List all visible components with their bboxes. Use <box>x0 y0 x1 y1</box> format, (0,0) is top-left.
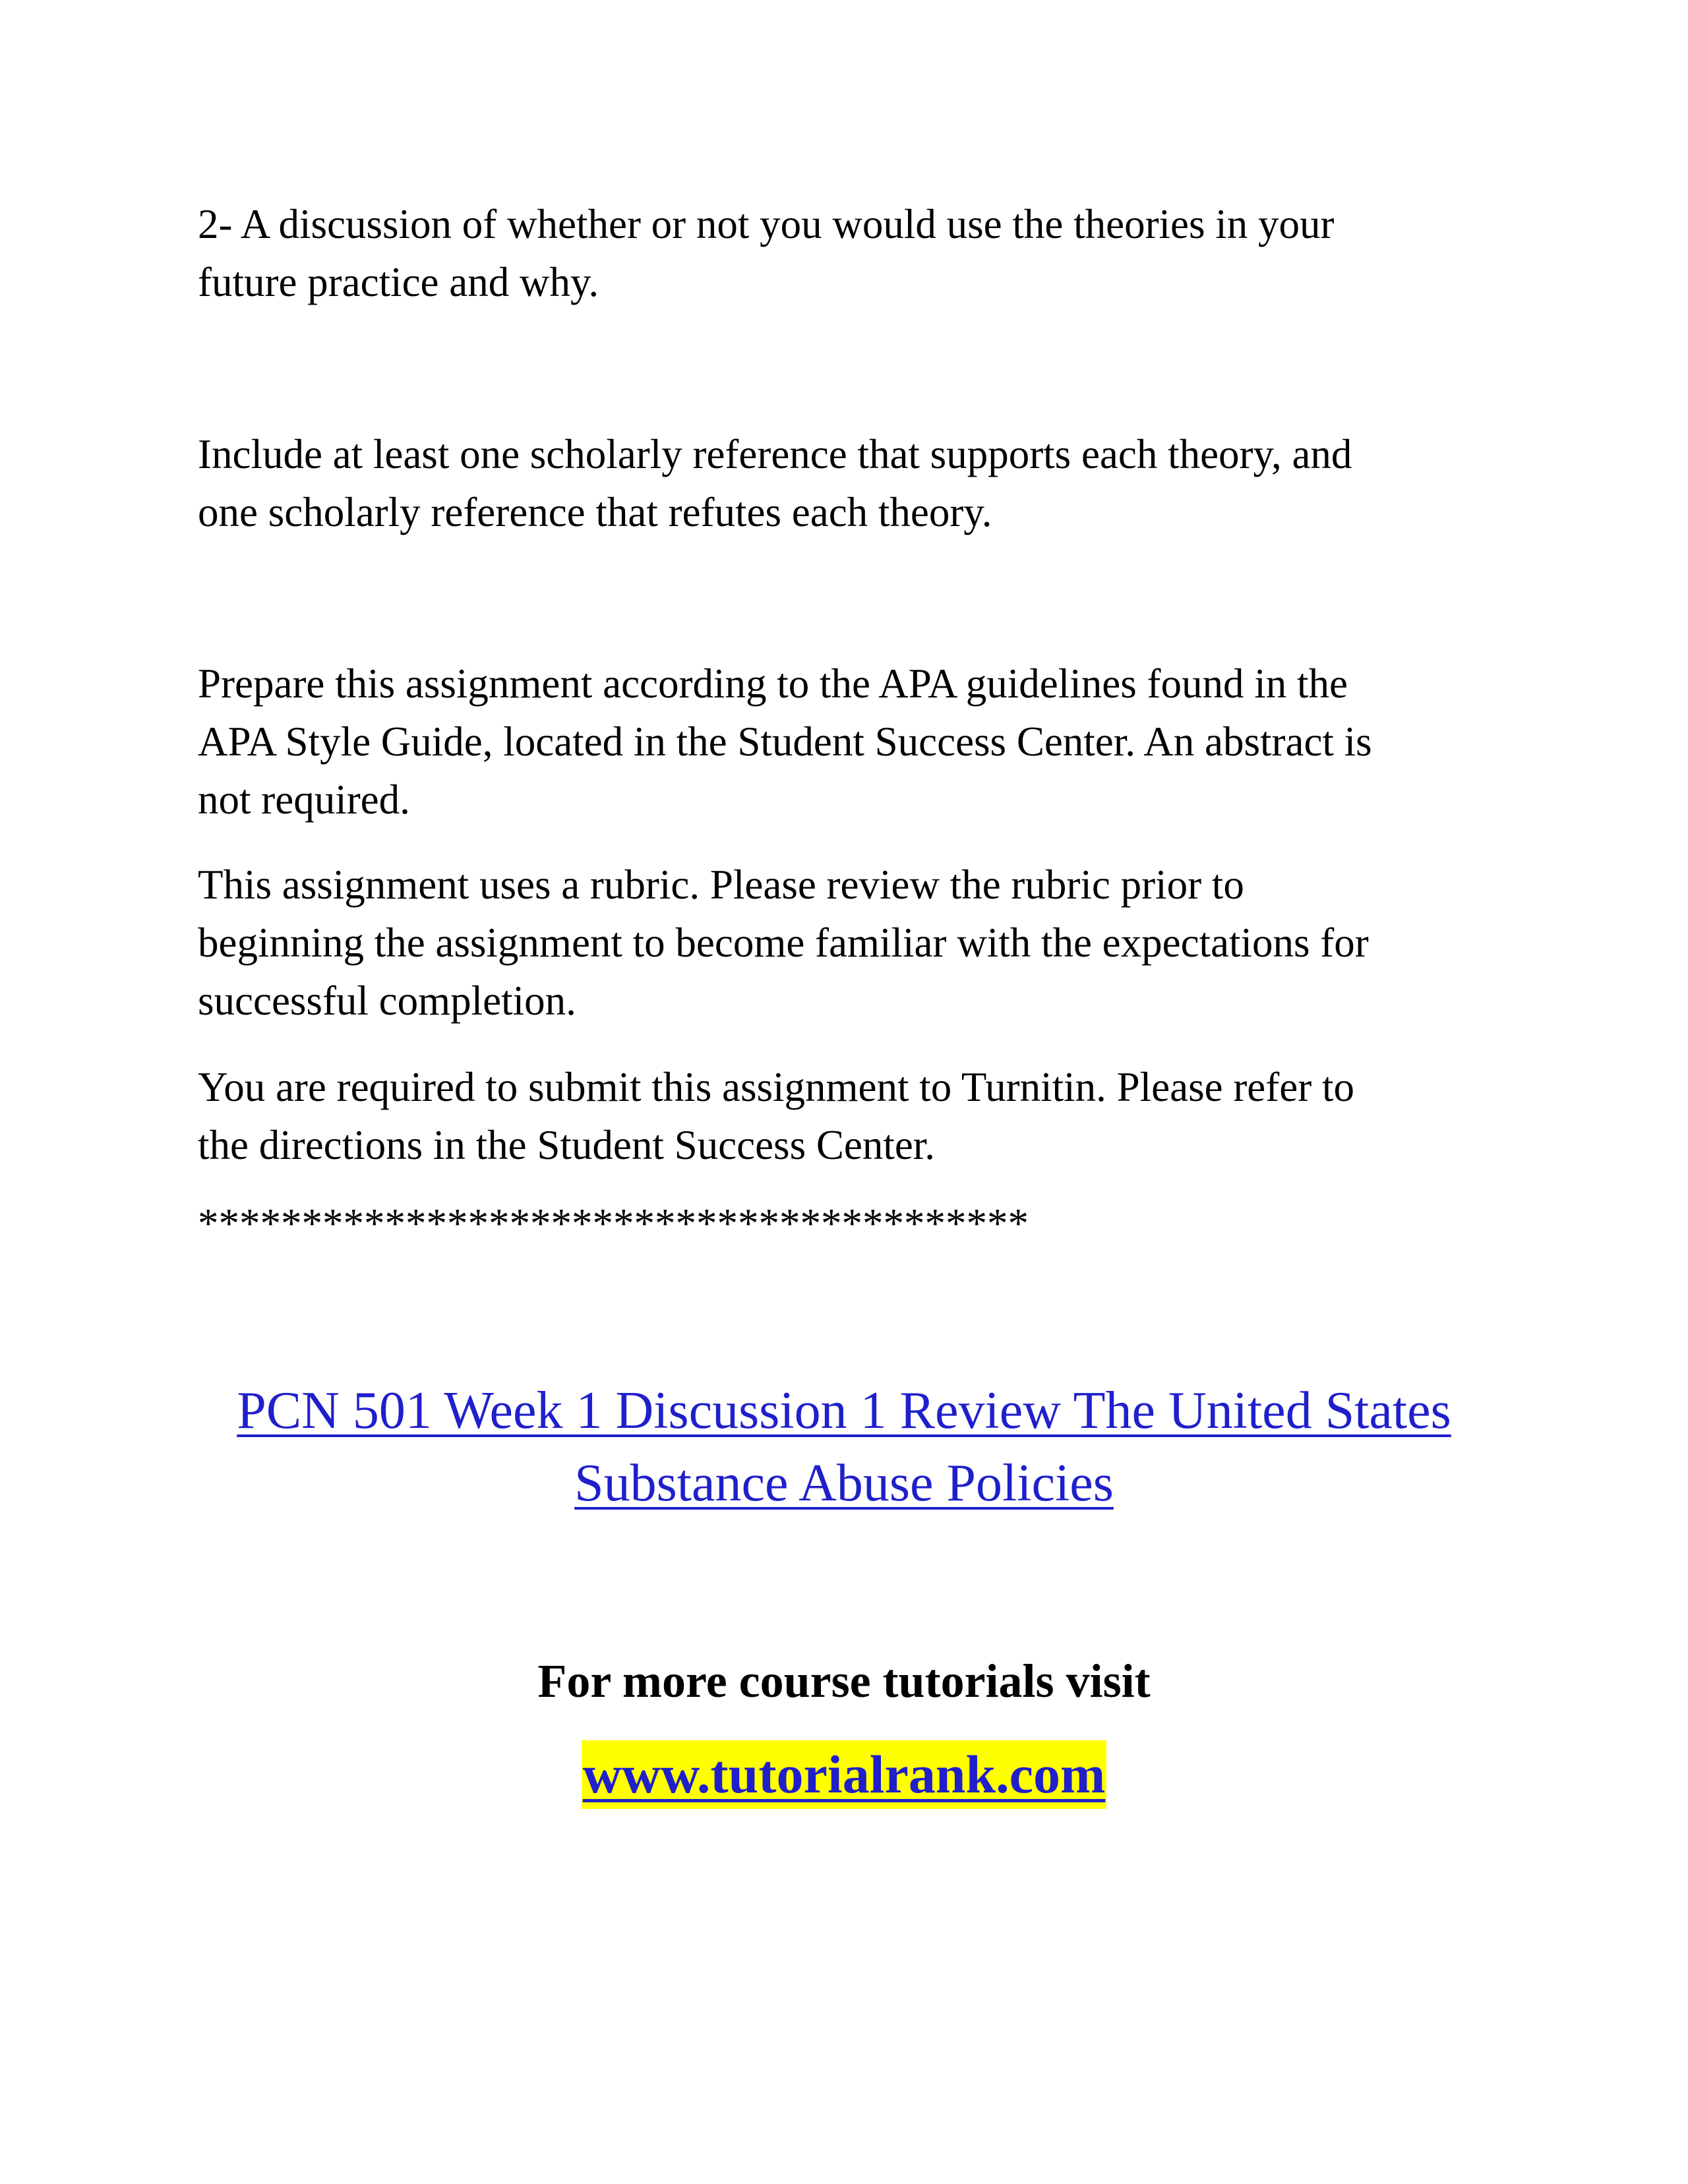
paragraph-rubric: This assignment uses a rubric. Please review the rubric prior to beginning the assignment to become familiar with the expectations for successful completion. <box>198 862 1369 1024</box>
course-title-link[interactable]: PCN 501 Week 1 Discussion 1 Review The United States Substance Abuse Policies <box>237 1382 1451 1512</box>
paragraph-references: Include at least one scholarly reference that supports each theory, and one scholarly reference that refutes each theory. <box>198 431 1352 535</box>
site-link-container <box>171 1740 1517 1809</box>
site-url-link[interactable]: www.tutorialrank.com <box>582 1740 1107 1809</box>
paragraph-discussion: 2- A discussion of whether or not you would use the theories in your future practice and why. <box>198 201 1335 305</box>
asterisk-separator: **************************************** <box>198 1200 1029 1247</box>
promo-text: For more course tutorials visit <box>537 1655 1151 1707</box>
paragraph-apa: Prepare this assignment according to the APA guidelines found in the APA Style Guide, located in the Student Success Center. An abstract is not required. <box>198 661 1372 823</box>
paragraph-turnitin: You are required to submit this assignment to Turnitin. Please refer to the directions in the Student Success Center. <box>198 1064 1354 1168</box>
